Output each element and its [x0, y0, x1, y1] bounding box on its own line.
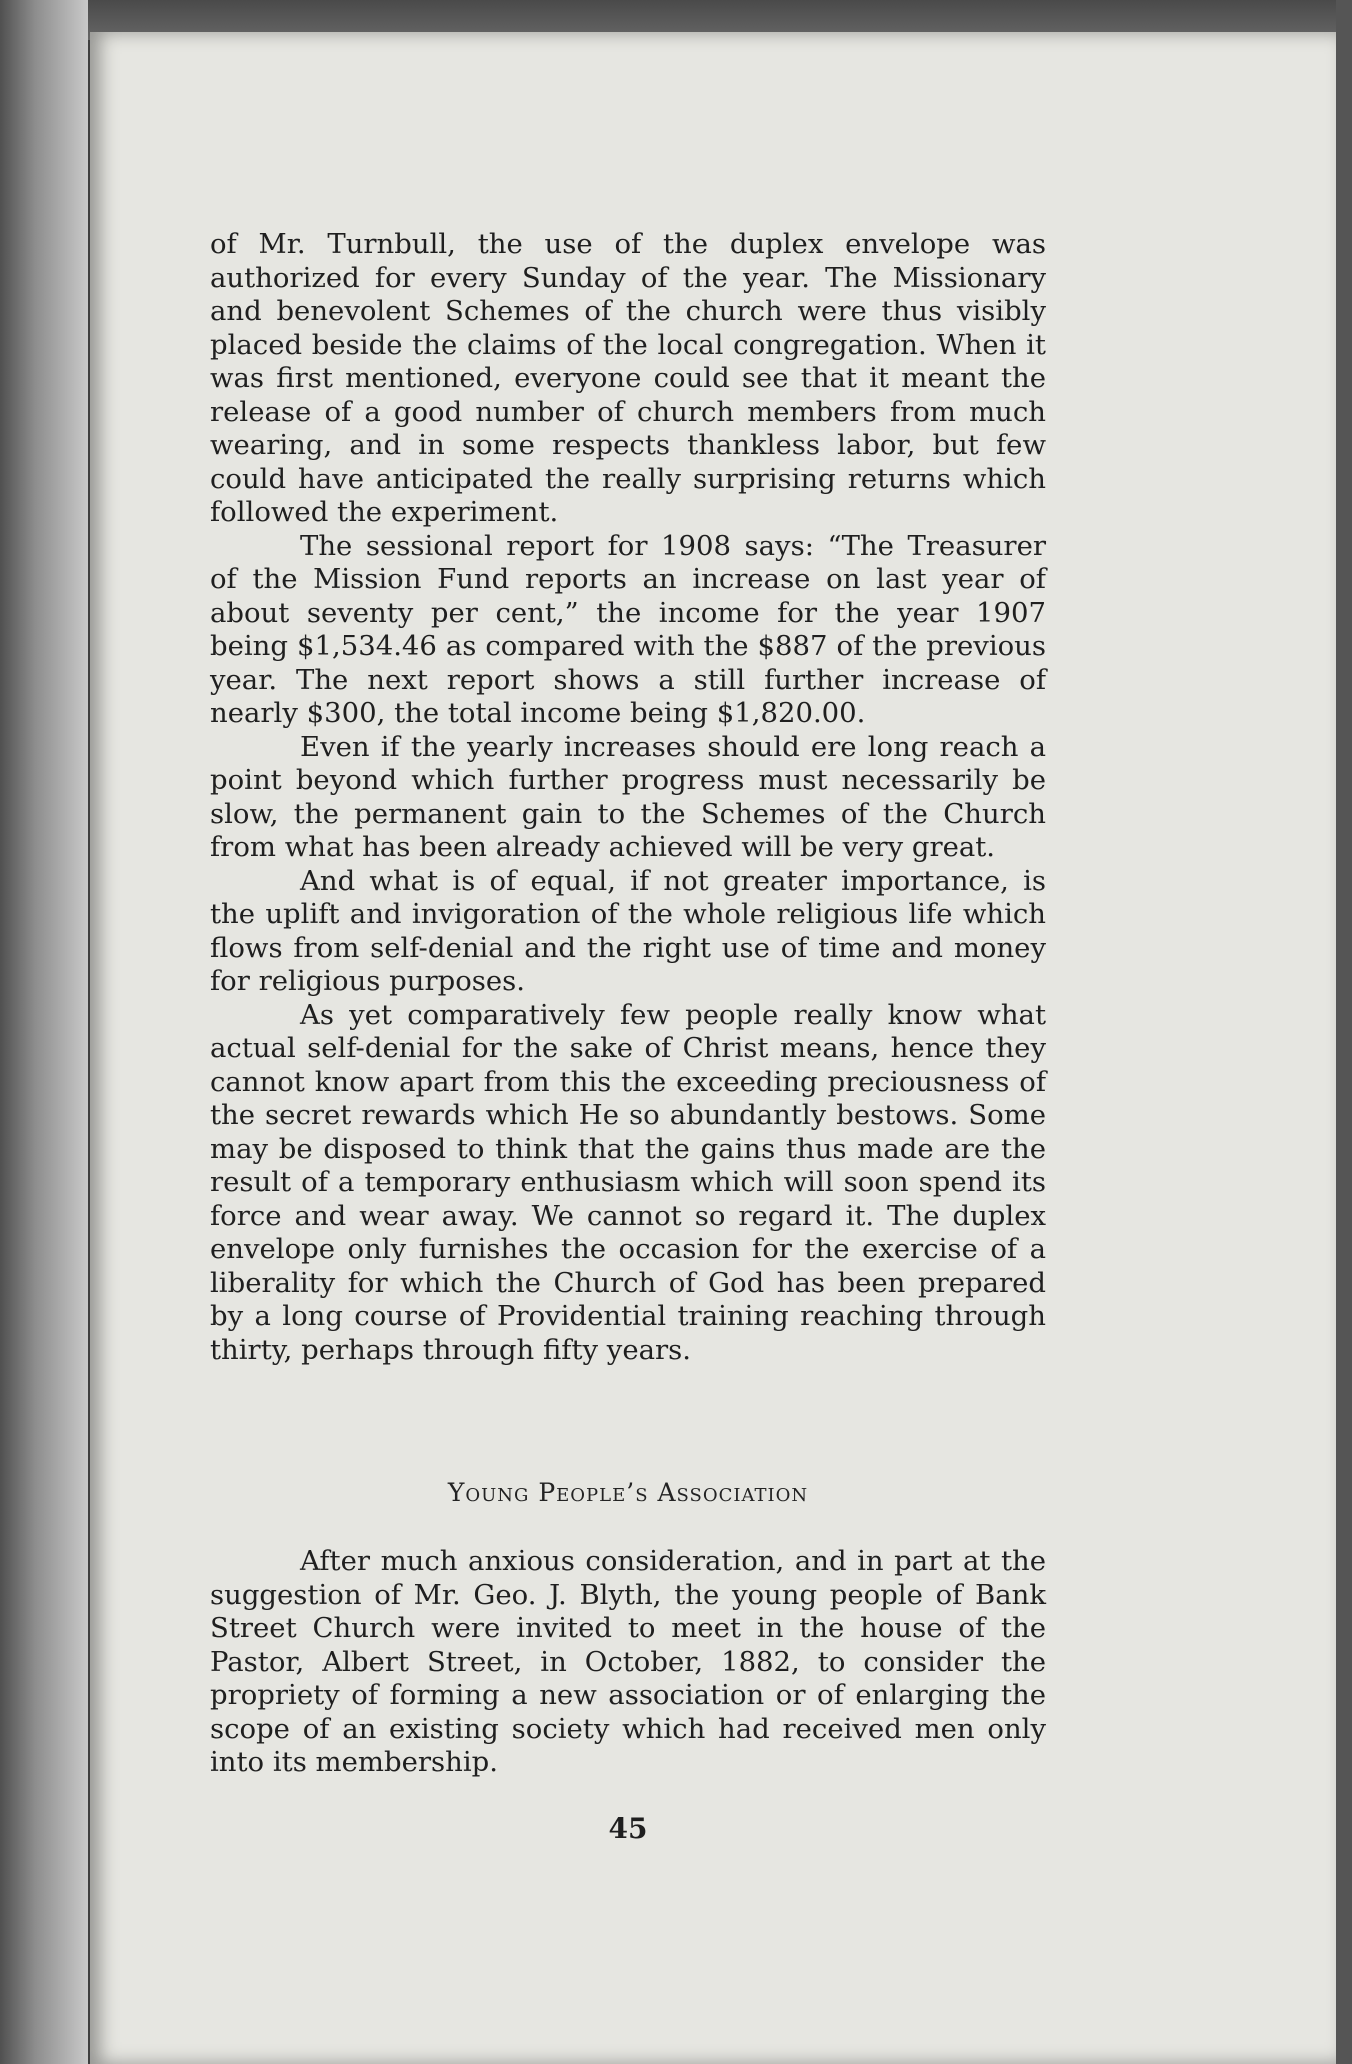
paragraph: As yet comparatively few people really know what actual self-denial for the sake of Christ means, hence they cannot know apart from this the exceeding preciousness of the secret rewards which He so abundantly bestows. Some may be disposed to think that the gains thus made are the result of a temporary enthusiasm which will soon spend its force and wear away. We cannot so regard it. The duplex envelope only furnishes the occasion for the exercise of a liberality for which the Church of God has been prepared by a long course of Providential training reaching through thirty, perhaps through fifty years. — [210, 998, 1046, 1366]
paragraph: Even if the yearly increases should ere long reach a point beyond which further progress must necessarily be slow, the permanent gain to the Schemes of the Church from what has been already achieved will be very great. — [210, 730, 1046, 863]
paragraph: The sessional report for 1908 says: “The Treasurer of the Mission Fund reports an increase on last year of about seventy per cent,” the income for the year 1907 being $1,534.46 as compared with the $887 of the previous year. The next report shows a still further increase of nearly $300, the total income being $1,820.00. — [210, 529, 1046, 729]
page-number: 45 — [608, 1812, 648, 1845]
scanner-left-edge — [0, 0, 88, 2064]
paragraph: After much anxious consideration, and in part at the suggestion of Mr. Geo. J. Blyth, the young people of Bank Street Church were invited to meet in the house of the Pastor, Albert Street, in October, 1882, to consider the propriety of forming a new association or of enlarging the scope of an existing society which had received men only into its membership. — [210, 1545, 1046, 1778]
section-body-text — [210, 1545, 1046, 1780]
body-text — [210, 228, 1046, 1367]
scanner-right-edge — [1336, 0, 1352, 2064]
paragraph: of Mr. Turnbull, the use of the duplex envelope was authorized for every Sunday of the year. The Missionary and benevolent Schemes of the church were thus visibly placed beside the claims of the local congregation. When it was first mentioned, everyone could see that it meant the release of a good number of church members from much wearing, and in some respects thankless labor, but few could have anticipated the really surprising returns which followed the experiment. — [210, 228, 1046, 528]
paragraph: And what is of equal, if not greater importance, is the uplift and invigoration of the whole religious life which flows from self-denial and the right use of time and money for religious purposes. — [210, 864, 1046, 997]
section-heading: Young People’s Association — [447, 1478, 809, 1507]
